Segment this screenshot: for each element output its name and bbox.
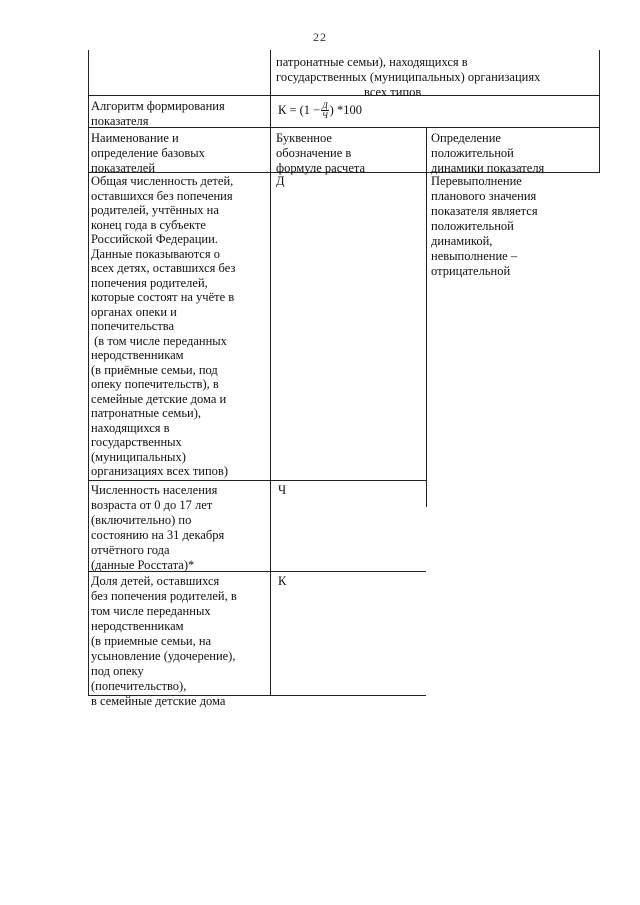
text-line: неродственникам	[91, 619, 184, 633]
text-line: показателя является	[431, 204, 538, 218]
text-line: попечения родителей,	[91, 275, 208, 290]
text-line: (включительно) по	[91, 513, 192, 527]
text-line: динамики показателя	[431, 161, 545, 175]
text-line: показателей	[91, 161, 156, 175]
text-line: (попечительство),	[91, 679, 187, 693]
text-line: формуле расчета	[276, 161, 366, 175]
formula-denominator: Ч	[322, 110, 328, 120]
formula-numerator: Д	[322, 100, 328, 110]
text-line: Численность населения	[91, 483, 218, 497]
text-line: всех типов	[364, 85, 422, 99]
header-dynamics-col	[431, 131, 599, 176]
row-divider	[88, 480, 426, 481]
text-line: возраста от 0 до 17 лет	[91, 498, 213, 512]
share-symbol: К	[278, 574, 287, 588]
text-line: обозначение в	[276, 146, 352, 160]
text-line: отчётного года	[91, 543, 170, 557]
population-symbol: Ч	[278, 483, 287, 497]
text-line: патронатные семьи),	[91, 406, 202, 420]
text-line: Буквенное	[276, 131, 332, 145]
population-definition	[91, 483, 269, 573]
text-line: государственных	[91, 435, 182, 449]
text-line: в семейные детские дома	[91, 694, 226, 708]
text-line: Наименование и	[91, 131, 179, 145]
formula-suffix: ) *100	[329, 103, 362, 117]
indicator-table	[88, 50, 600, 708]
text-line: организациях всех типов)	[91, 464, 228, 478]
text-line: Алгоритм формирования	[91, 99, 225, 113]
formula-fraction	[321, 101, 328, 120]
text-line: семейные детские дома и	[91, 391, 227, 406]
dynamics-definition	[431, 174, 599, 279]
text-line: отрицательной	[431, 264, 511, 278]
text-line: планового значения	[431, 189, 537, 203]
text-line: под опеку	[91, 664, 144, 678]
text-line: Доля детей, оставшихся	[91, 574, 220, 588]
text-line: усыновление (удочерение),	[91, 649, 236, 663]
text-line: находящихся в	[91, 420, 170, 435]
page-number: 22	[313, 30, 327, 44]
text-line: опеку попечительств), в	[91, 377, 219, 391]
text-line: положительной	[431, 219, 514, 233]
formula	[278, 101, 362, 120]
children-count-definition	[91, 174, 269, 479]
text-line: патронатные семьи), находящихся в	[276, 55, 468, 69]
text-line: Общая численность детей,	[91, 174, 234, 188]
text-line: (в том числе переданных	[91, 333, 227, 348]
text-line: без попечения родителей, в	[91, 589, 237, 603]
text-line: родителей, учтённых на	[91, 203, 219, 217]
column-divider	[426, 127, 427, 507]
text-line: невыполнение –	[431, 249, 518, 263]
text-line: состоянию на 31 декабря	[91, 528, 225, 542]
column-divider	[599, 50, 600, 172]
text-line: всех детях, оставшихся без	[91, 261, 236, 275]
text-line: конец года в субъекте	[91, 217, 206, 232]
text-line: органах опеки и	[91, 304, 177, 319]
text-line: попечительства	[91, 319, 175, 333]
children-count-symbol: Д	[276, 174, 285, 188]
text-line: неродственникам	[91, 348, 184, 362]
share-definition	[91, 574, 269, 709]
text-line: определение базовых	[91, 146, 205, 160]
algorithm-label	[91, 99, 269, 129]
text-line: Перевыполнение	[431, 174, 522, 188]
text-line: положительной	[431, 146, 514, 160]
continuation-text	[276, 55, 598, 100]
text-line: которые состоят на учёте в	[91, 290, 235, 304]
text-line: оставшихся без попечения	[91, 188, 233, 203]
header-name-col	[91, 131, 269, 176]
text-line: том числе переданных	[91, 604, 211, 618]
text-line: Определение	[431, 131, 501, 145]
text-line: (данные Росстата)*	[91, 558, 195, 572]
text-line: динамикой,	[431, 234, 493, 248]
formula-prefix: К = (1 −	[278, 103, 321, 117]
text-line: (в приёмные семьи, под	[91, 362, 218, 377]
column-divider	[270, 50, 271, 695]
text-line: Данные показываются о	[91, 246, 220, 261]
text-line: (муниципальных)	[91, 449, 186, 464]
column-divider	[88, 50, 89, 695]
text-line: государственных (муниципальных) организациях	[276, 70, 541, 84]
text-line: (в приемные семьи, на	[91, 634, 212, 648]
header-symbol-col	[276, 131, 424, 176]
text-line: Российской Федерации.	[91, 232, 218, 246]
text-line: показателя	[91, 114, 149, 128]
